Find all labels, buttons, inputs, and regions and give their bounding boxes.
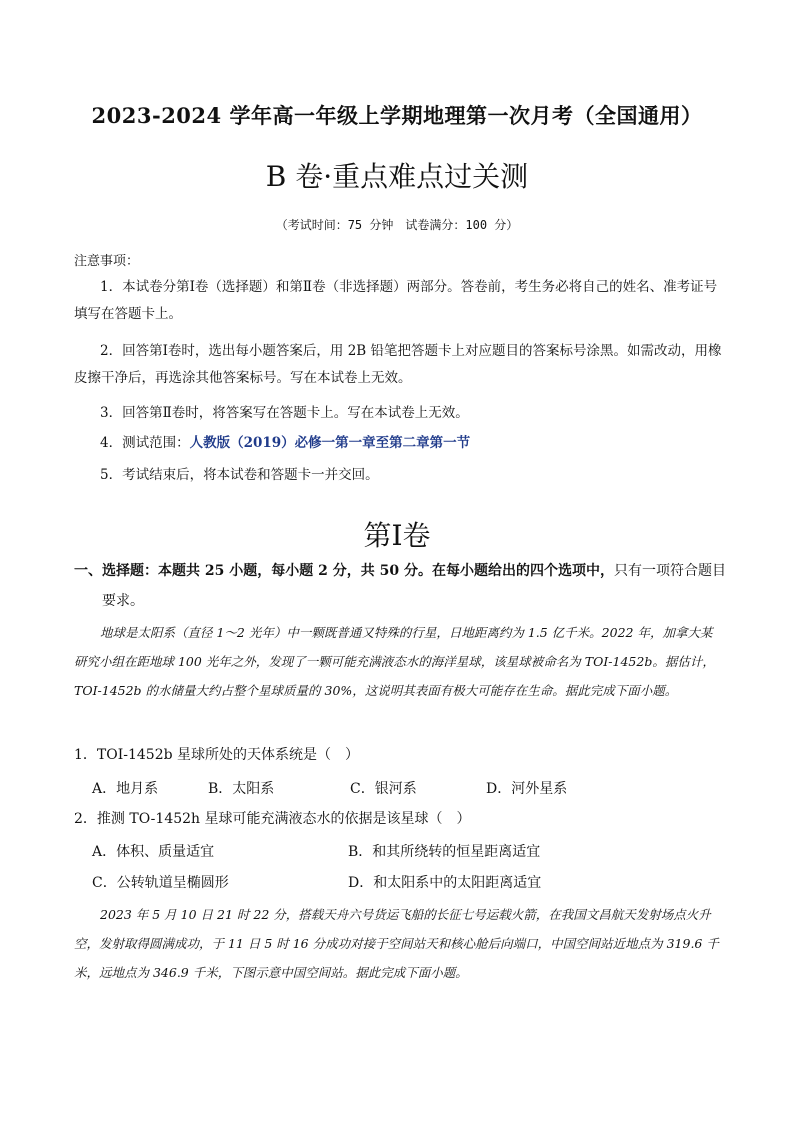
q1-option-a: A．地月系 <box>92 781 159 797</box>
q2-option-b: B．和其所绕转的恒星距离适宜 <box>348 844 541 860</box>
q1-option-c: C．银河系 <box>350 781 417 797</box>
passage-1: 地球是太阳系（直径 1～2 光年）中一颗既普通又特殊的行星，日地距离约为 1.5 亿千米。2022 年，加拿大某研究小组在距地球 100 光年之外，发现了一颗可能充满液态水的海洋星球，该星球被命名为 TOI-1452b。据估计，TOI-1452b 的水储量大约占整个星球质量的 30%，这说明其表面有极大可能存在生命。据此完成下面小题。 <box>74 625 715 698</box>
note-item-1: 1．本试卷分第Ⅰ卷（选择题）和第Ⅱ卷（非选择题）两部分。答卷前，考生务必将自己的姓名、准考证号填写在答题卡上。 <box>74 279 718 322</box>
exam-title: 2023-2024 学年高一年级上学期地理第一次月考（全国通用） <box>91 103 703 128</box>
test-scope: 人教版（2019）必修一第一章至第二章第一节 <box>189 435 471 451</box>
note-item-4 <box>74 430 724 457</box>
passage-2: 2023 年 5 月 10 日 21 时 22 分，搭载天舟六号货运飞船的长征七号运载火箭，在我国文昌航天发射场点火升空，发射取得圆满成功，于 11 日 5 时 16 分成功对接于空间站天和核心舱后向端口，中国空间站近地点为 319.6 千米，远地点为 346.9 千米，下图示意中国空间站。据此完成下面小题。 <box>74 907 719 980</box>
instruction-bold: 一、选择题：本题共 25 小题，每小题 2 分，共 50 分。在每小题给出的四个选项中， <box>74 563 614 579</box>
section-title: 第Ⅰ卷 <box>363 519 431 552</box>
instruction-rest: 只有一项符合题目要求。 <box>102 563 726 609</box>
question-1-stem: 1．TOI-1452b 星球所处的天体系统是（ ） <box>74 747 360 763</box>
notes-heading: 注意事项： <box>74 254 140 269</box>
question-2-stem: 2．推测 TO-1452h 星球可能充满液态水的依据是该星球（ ） <box>74 811 471 827</box>
note-item-3: 3．回答第Ⅱ卷时，将答案写在答题卡上。写在本试卷上无效。 <box>100 405 469 421</box>
exam-info: （考试时间：75 分钟 试卷满分：100 分） <box>275 218 519 232</box>
section-instructions <box>74 556 728 616</box>
note-item-2: 2．回答第Ⅰ卷时，选出每小题答案后，用 2B 铅笔把答题卡上对应题目的答案标号涂黑。如需改动，用橡皮擦干净后，再选涂其他答案标号。写在本试卷上无效。 <box>74 343 722 386</box>
exam-subtitle: B 卷·重点难点过关测 <box>265 160 529 193</box>
q1-option-b: B．太阳系 <box>208 781 275 797</box>
note-item-5: 5．考试结束后，将本试卷和答题卡一并交回。 <box>100 467 379 483</box>
q2-option-c: C．公转轨道呈椭圆形 <box>92 875 229 891</box>
q1-option-d: D．河外星系 <box>486 781 568 797</box>
q2-option-d: D．和太阳系中的太阳距离适宜 <box>348 875 542 891</box>
q2-option-a: A．体积、质量适宜 <box>92 844 215 860</box>
note-item-4-label: 4．测试范围： <box>100 435 190 451</box>
